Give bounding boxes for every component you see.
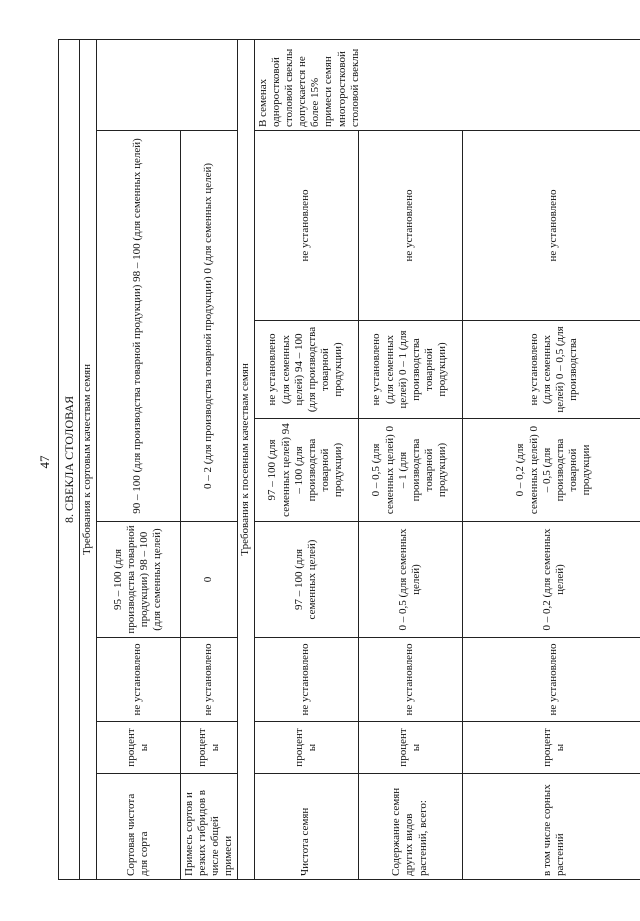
value-cell: не установлено [462, 131, 640, 321]
section-title-row [59, 39, 80, 879]
value-cell: 0 – 0,5 (для семенных целей) [358, 522, 462, 638]
value-cell: не установлено (для семенных целей) 0 – 1 (для производства товарной продукции) [358, 321, 462, 419]
value-cell: 95 – 100 (для производства товарной продукции) 98 – 100 (для семенных целей) [96, 522, 180, 638]
value-cell: 97 – 100 (для семенных целей) [254, 522, 358, 638]
unit-cell: проценты [96, 722, 180, 774]
value-cell: не установлено [358, 638, 462, 722]
value-cell: не установлено [254, 131, 358, 321]
unit-cell: проценты [254, 722, 358, 774]
unit-cell: проценты [180, 722, 238, 774]
indicator-cell: Содержание семян других видов растений, всего: [358, 774, 462, 880]
varietal-header: Требования к сортовым качествам семян [80, 39, 96, 879]
seed-requirements-table [58, 39, 640, 880]
sowing-header-row [238, 39, 254, 879]
value-cell: не установлено [180, 638, 238, 722]
value-cell: не установлено (для семенных целей) 0 – 0,5 (для производства [462, 321, 640, 419]
empty-note-cell [96, 39, 238, 130]
indicator-cell: Чистота семян [254, 774, 358, 880]
note-cell: В семенах одноростковой столовой свеклы допускается не более 15% примеси семян многоростковой столовой свеклы [254, 39, 640, 130]
rotated-table-area [58, 40, 628, 880]
value-cell: не установлено [462, 638, 640, 722]
table-row [180, 39, 238, 879]
merged-value-cell: 0 – 2 (для производства товарной продукции) 0 (для семенных целей) [180, 131, 238, 522]
page-number: 47 [37, 455, 52, 469]
unit-cell: проценты [358, 722, 462, 774]
value-cell: 0 – 0,5 (для семенных целей) 0 – 1 (для производства товарной продукции) [358, 419, 462, 522]
value-cell: не установлено [96, 638, 180, 722]
varietal-header-row [80, 39, 96, 879]
table-row [358, 39, 462, 879]
value-cell: 0 – 0,2 (для семенных целей) 0 – 0,5 (для производства товарной продукции [462, 419, 640, 522]
section-title: 8. СВЕКЛА СТОЛОВАЯ [59, 39, 80, 879]
unit-cell: проценты [462, 722, 640, 774]
table-row [254, 39, 358, 879]
sowing-header: Требования к посевным качествам семян [238, 39, 254, 879]
value-cell: 0 – 0,2 (для семенных целей) [462, 522, 640, 638]
indicator-cell: в том числе сорных растений [462, 774, 640, 880]
value-cell: 0 [180, 522, 238, 638]
merged-value-cell: 90 – 100 (для производства товарной продукции) 98 – 100 (для семенных целей) [96, 131, 180, 522]
table-row [462, 39, 640, 879]
indicator-cell: Примесь сортов и резких гибридов в числе общей примеси [180, 774, 238, 880]
value-cell: 97 – 100 (для семенных целей) 94 – 100 (для производства товарной продукции) [254, 419, 358, 522]
value-cell: не установлено (для семенных целей) 94 – 100 (для производства товарной продукции) [254, 321, 358, 419]
value-cell: не установлено [254, 638, 358, 722]
table-row [96, 39, 180, 879]
value-cell: не установлено [358, 131, 462, 321]
indicator-cell: Сортовая чистота для сорта [96, 774, 180, 880]
